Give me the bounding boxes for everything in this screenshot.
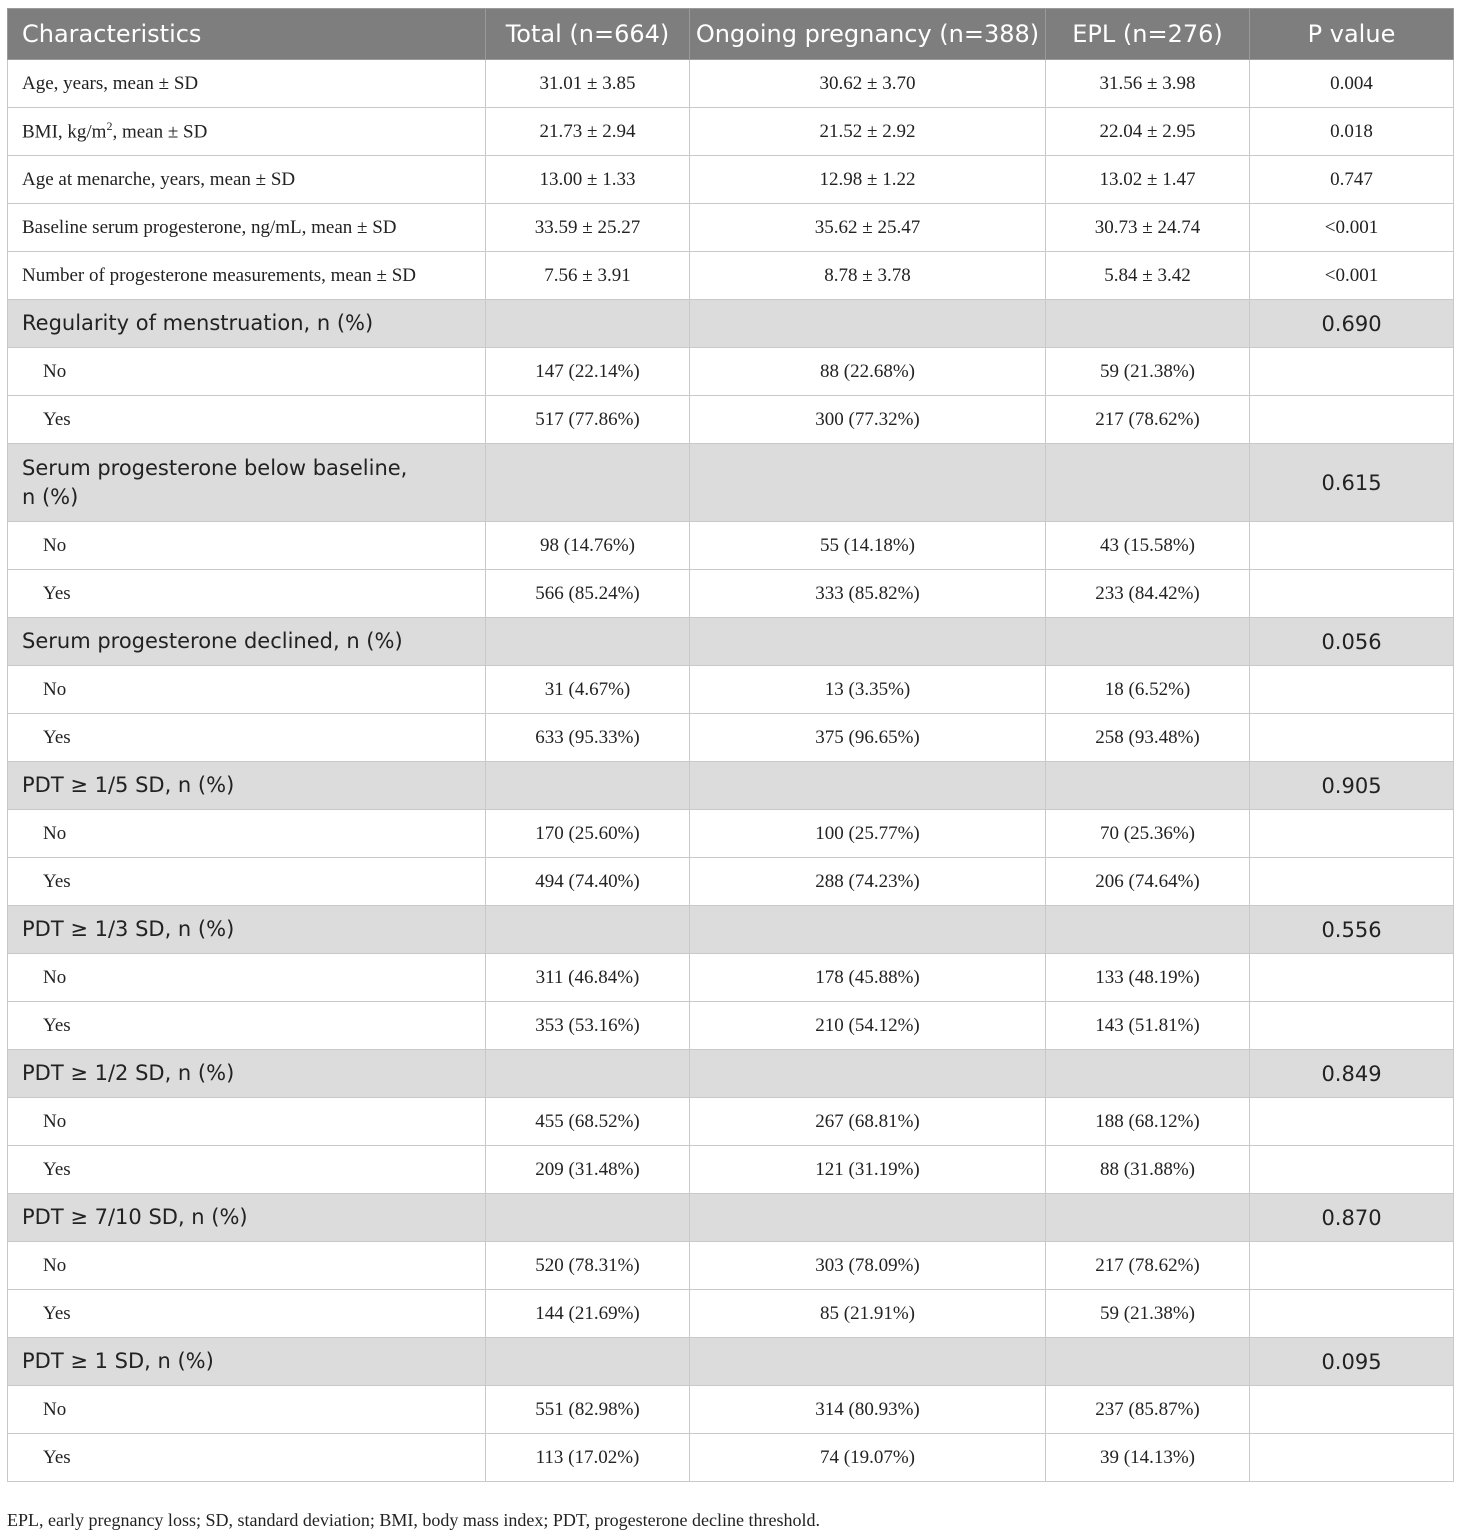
header-total: Total (n=664) [486, 9, 690, 60]
group-label: PDT ≥ 1/5 SD, n (%) [8, 762, 486, 810]
cell-p-value: 0.747 [1250, 156, 1454, 204]
cell-epl: 30.73 ± 24.74 [1046, 204, 1250, 252]
group-p-value: 0.615 [1250, 444, 1454, 522]
cell-total: 209 (31.48%) [486, 1146, 690, 1194]
cell-epl: 188 (68.12%) [1046, 1098, 1250, 1146]
row-label: Age, years, mean ± SD [8, 60, 486, 108]
cell-total: 517 (77.86%) [486, 396, 690, 444]
sub-row-label: No [8, 1242, 486, 1290]
table-row [8, 1146, 1454, 1194]
group-header-row [8, 444, 1454, 522]
cell-ongoing: 85 (21.91%) [690, 1290, 1046, 1338]
cell-epl: 43 (15.58%) [1046, 522, 1250, 570]
table-row [8, 714, 1454, 762]
group-header-row [8, 300, 1454, 348]
row-label: Baseline serum progesterone, ng/mL, mean ± SD [8, 204, 486, 252]
cell-ongoing: 210 (54.12%) [690, 1002, 1046, 1050]
group-p-value: 0.905 [1250, 762, 1454, 810]
sub-row-label: No [8, 810, 486, 858]
cell-total: 113 (17.02%) [486, 1434, 690, 1482]
table-row [8, 348, 1454, 396]
cell-p-value: 0.004 [1250, 60, 1454, 108]
cell-epl: 206 (74.64%) [1046, 858, 1250, 906]
cell-ongoing: 8.78 ± 3.78 [690, 252, 1046, 300]
cell-epl: 39 (14.13%) [1046, 1434, 1250, 1482]
sub-row-label: No [8, 1098, 486, 1146]
cell-epl: 133 (48.19%) [1046, 954, 1250, 1002]
cell-epl: 88 (31.88%) [1046, 1146, 1250, 1194]
table-row [8, 1002, 1454, 1050]
sub-row-label: No [8, 522, 486, 570]
cell-epl: 18 (6.52%) [1046, 666, 1250, 714]
cell-total: 494 (74.40%) [486, 858, 690, 906]
cell-total: 170 (25.60%) [486, 810, 690, 858]
cell-ongoing: 12.98 ± 1.22 [690, 156, 1046, 204]
cell-total: 353 (53.16%) [486, 1002, 690, 1050]
cell-ongoing: 35.62 ± 25.47 [690, 204, 1046, 252]
cell-epl: 22.04 ± 2.95 [1046, 108, 1250, 156]
table-row [8, 858, 1454, 906]
cell-ongoing: 121 (31.19%) [690, 1146, 1046, 1194]
cell-p-value: 0.018 [1250, 108, 1454, 156]
group-header-row [8, 1050, 1454, 1098]
sub-row-label: No [8, 1386, 486, 1434]
group-label-line2: n (%) [22, 484, 79, 509]
table-row [8, 252, 1454, 300]
sub-row-label: No [8, 954, 486, 1002]
cell-ongoing: 30.62 ± 3.70 [690, 60, 1046, 108]
row-label: Number of progesterone measurements, mean ± SD [8, 252, 486, 300]
cell-ongoing: 300 (77.32%) [690, 396, 1046, 444]
sub-row-label: Yes [8, 1434, 486, 1482]
table-row [8, 1098, 1454, 1146]
table-row [8, 810, 1454, 858]
cell-ongoing: 74 (19.07%) [690, 1434, 1046, 1482]
cell-ongoing: 333 (85.82%) [690, 570, 1046, 618]
table-row [8, 1434, 1454, 1482]
cell-epl: 59 (21.38%) [1046, 1290, 1250, 1338]
cell-ongoing: 267 (68.81%) [690, 1098, 1046, 1146]
table-row [8, 1242, 1454, 1290]
group-header-row [8, 906, 1454, 954]
cell-total: 566 (85.24%) [486, 570, 690, 618]
row-label: Age at menarche, years, mean ± SD [8, 156, 486, 204]
cell-epl: 31.56 ± 3.98 [1046, 60, 1250, 108]
table-row [8, 1290, 1454, 1338]
header-p-value: P value [1250, 9, 1454, 60]
characteristics-table-container [7, 8, 1453, 1482]
group-p-value: 0.556 [1250, 906, 1454, 954]
cell-ongoing: 288 (74.23%) [690, 858, 1046, 906]
table-row [8, 396, 1454, 444]
cell-ongoing: 375 (96.65%) [690, 714, 1046, 762]
cell-total: 31.01 ± 3.85 [486, 60, 690, 108]
group-p-value: 0.095 [1250, 1338, 1454, 1386]
cell-ongoing: 88 (22.68%) [690, 348, 1046, 396]
cell-total: 455 (68.52%) [486, 1098, 690, 1146]
table-row [8, 156, 1454, 204]
cell-epl: 70 (25.36%) [1046, 810, 1250, 858]
group-header-row [8, 762, 1454, 810]
table-header-row [8, 9, 1454, 60]
group-p-value: 0.056 [1250, 618, 1454, 666]
group-label-line1: Serum progesterone below baseline, [22, 455, 408, 480]
sub-row-label: Yes [8, 1290, 486, 1338]
group-p-value: 0.690 [1250, 300, 1454, 348]
table-row [8, 570, 1454, 618]
cell-ongoing: 21.52 ± 2.92 [690, 108, 1046, 156]
sub-row-label: No [8, 666, 486, 714]
header-characteristics: Characteristics [8, 9, 486, 60]
bmi-label-superscript: 2 [106, 119, 113, 134]
sub-row-label: Yes [8, 858, 486, 906]
cell-epl: 5.84 ± 3.42 [1046, 252, 1250, 300]
group-p-value: 0.870 [1250, 1194, 1454, 1242]
header-epl: EPL (n=276) [1046, 9, 1250, 60]
group-header-row [8, 618, 1454, 666]
bmi-label-text: BMI, kg/m [22, 121, 107, 143]
table-row [8, 108, 1454, 156]
cell-p-value: <0.001 [1250, 204, 1454, 252]
group-header-row [8, 1194, 1454, 1242]
cell-total: 633 (95.33%) [486, 714, 690, 762]
table-row [8, 954, 1454, 1002]
cell-total: 13.00 ± 1.33 [486, 156, 690, 204]
sub-row-label: No [8, 348, 486, 396]
group-label: Serum progesterone declined, n (%) [8, 618, 486, 666]
cell-total: 7.56 ± 3.91 [486, 252, 690, 300]
cell-ongoing: 303 (78.09%) [690, 1242, 1046, 1290]
table-footnote: EPL, early pregnancy loss; SD, standard deviation; BMI, body mass index; PDT, progesterone decline threshold. [7, 1510, 821, 1530]
cell-total: 311 (46.84%) [486, 954, 690, 1002]
group-label: Regularity of menstruation, n (%) [8, 300, 486, 348]
group-label: PDT ≥ 7/10 SD, n (%) [8, 1194, 486, 1242]
cell-ongoing: 13 (3.35%) [690, 666, 1046, 714]
cell-epl: 59 (21.38%) [1046, 348, 1250, 396]
cell-epl: 217 (78.62%) [1046, 396, 1250, 444]
group-label: PDT ≥ 1/2 SD, n (%) [8, 1050, 486, 1098]
cell-ongoing: 314 (80.93%) [690, 1386, 1046, 1434]
table-row [8, 522, 1454, 570]
cell-epl: 217 (78.62%) [1046, 1242, 1250, 1290]
cell-total: 520 (78.31%) [486, 1242, 690, 1290]
cell-epl: 233 (84.42%) [1046, 570, 1250, 618]
cell-epl: 258 (93.48%) [1046, 714, 1250, 762]
cell-total: 98 (14.76%) [486, 522, 690, 570]
group-label: PDT ≥ 1/3 SD, n (%) [8, 906, 486, 954]
group-header-row [8, 1338, 1454, 1386]
table-row [8, 60, 1454, 108]
cell-total: 551 (82.98%) [486, 1386, 690, 1434]
cell-epl: 237 (85.87%) [1046, 1386, 1250, 1434]
cell-ongoing: 178 (45.88%) [690, 954, 1046, 1002]
cell-ongoing: 55 (14.18%) [690, 522, 1046, 570]
table-row [8, 1386, 1454, 1434]
group-p-value: 0.849 [1250, 1050, 1454, 1098]
cell-total: 33.59 ± 25.27 [486, 204, 690, 252]
row-label [8, 108, 486, 156]
sub-row-label: Yes [8, 1146, 486, 1194]
cell-ongoing: 100 (25.77%) [690, 810, 1046, 858]
cell-epl: 143 (51.81%) [1046, 1002, 1250, 1050]
table-row [8, 666, 1454, 714]
sub-row-label: Yes [8, 396, 486, 444]
cell-total: 147 (22.14%) [486, 348, 690, 396]
header-ongoing-pregnancy: Ongoing pregnancy (n=388) [690, 9, 1046, 60]
sub-row-label: Yes [8, 714, 486, 762]
table-row [8, 204, 1454, 252]
sub-row-label: Yes [8, 1002, 486, 1050]
cell-epl: 13.02 ± 1.47 [1046, 156, 1250, 204]
cell-total: 21.73 ± 2.94 [486, 108, 690, 156]
group-label: PDT ≥ 1 SD, n (%) [8, 1338, 486, 1386]
cell-total: 144 (21.69%) [486, 1290, 690, 1338]
cell-p-value: <0.001 [1250, 252, 1454, 300]
characteristics-table [7, 8, 1454, 1482]
sub-row-label: Yes [8, 570, 486, 618]
bmi-label-suffix: , mean ± SD [112, 121, 208, 143]
cell-total: 31 (4.67%) [486, 666, 690, 714]
group-label [8, 444, 486, 522]
